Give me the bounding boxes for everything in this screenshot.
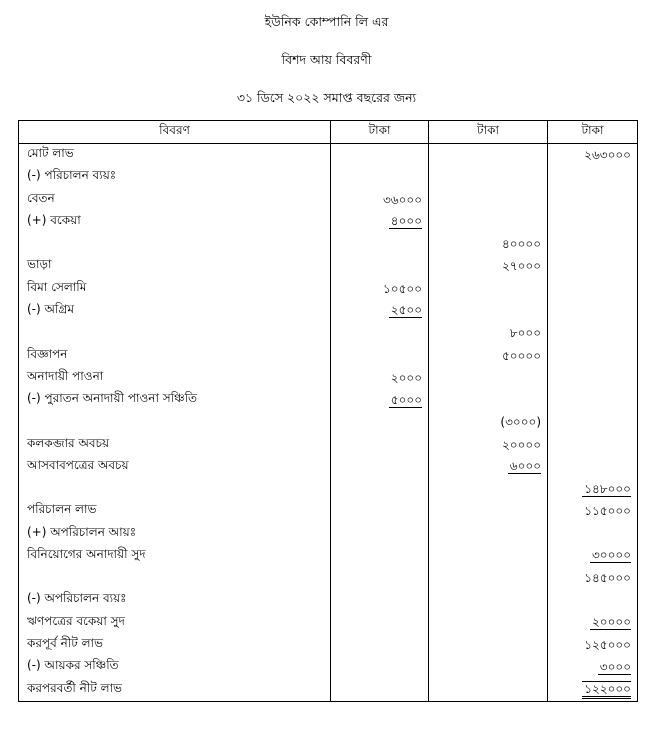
- amount-cell-2: [429, 278, 548, 300]
- amount-cell-1: [331, 166, 429, 188]
- column-header-description: বিবরণ: [19, 121, 331, 144]
- table-row: [19, 189, 638, 211]
- amount-cell-3: [548, 344, 638, 366]
- table-row: [19, 367, 638, 389]
- table-row: [19, 589, 638, 611]
- amount-cell-1: [331, 233, 429, 255]
- amount-cell-1: [331, 278, 429, 300]
- column-header-amount-3: টাকা: [548, 121, 638, 144]
- amount-cell-1: [331, 456, 429, 478]
- amount-cell-2: [429, 322, 548, 344]
- row-label: [19, 233, 331, 255]
- table-row: [19, 144, 638, 167]
- amount-cell-1: [331, 612, 429, 634]
- amount-cell-1: [331, 545, 429, 567]
- amount-cell-3: [548, 456, 638, 478]
- row-label: ভাড়া: [19, 255, 331, 277]
- amount-cell-2: [429, 478, 548, 500]
- table-row: [19, 545, 638, 567]
- amount-cell-3: [548, 166, 638, 188]
- amount-value: ১৪৫০০০: [584, 571, 631, 586]
- amount-cell-1: [331, 344, 429, 366]
- amount-value: ৪০০০: [390, 214, 422, 229]
- amount-cell-3: [548, 589, 638, 611]
- table-row: [19, 612, 638, 634]
- amount-cell-3: [548, 322, 638, 344]
- amount-cell-3: [548, 144, 638, 167]
- amount-cell-2: [429, 255, 548, 277]
- table-row: [19, 389, 638, 411]
- amount-value: ৩৬০০০: [382, 192, 422, 207]
- column-header-amount-2: টাকা: [429, 121, 548, 144]
- row-label: করপরবর্তী নীট লাভ: [19, 678, 331, 701]
- amount-cell-3: [548, 678, 638, 701]
- table-row: [19, 567, 638, 589]
- amount-cell-3: [548, 367, 638, 389]
- row-label: বিনিয়োগের অনাদায়ী সুদ: [19, 545, 331, 567]
- amount-cell-2: [429, 634, 548, 656]
- row-label: (-) আয়কর সঞ্চিতি: [19, 656, 331, 678]
- statement-period: ৩১ ডিসে ২০২২ সমাপ্ত বছরের জন্য: [236, 90, 417, 105]
- amount-cell-2: [429, 144, 548, 167]
- row-label: আসবাবপত্রের অবচয়: [19, 456, 331, 478]
- amount-cell-2: [429, 456, 548, 478]
- row-label: বিজ্ঞাপন: [19, 344, 331, 366]
- amount-cell-1: [331, 589, 429, 611]
- amount-cell-3: [548, 567, 638, 589]
- row-label: বেতন: [19, 189, 331, 211]
- amount-value: ২৬৩০০০: [584, 148, 631, 163]
- amount-cell-1: [331, 656, 429, 678]
- amount-cell-3: [548, 612, 638, 634]
- row-label: মোট লাভ: [19, 144, 331, 167]
- table-row: [19, 656, 638, 678]
- amount-cell-1: [331, 300, 429, 322]
- amount-value: ৩০০০: [599, 659, 631, 674]
- table-header-row: [19, 121, 638, 144]
- table-row: [19, 211, 638, 233]
- amount-value: ২০০০০: [501, 437, 541, 452]
- row-label: (-) পুরাতন অনাদায়ী পাওনা সঞ্চিতি: [19, 389, 331, 411]
- amount-cell-1: [331, 478, 429, 500]
- amount-cell-2: [429, 523, 548, 545]
- row-label: বিমা সেলামি: [19, 278, 331, 300]
- row-label: [19, 411, 331, 433]
- row-label: ঋণপত্রের বকেয়া সুদ: [19, 612, 331, 634]
- amount-cell-3: [548, 523, 638, 545]
- row-label: [19, 322, 331, 344]
- amount-cell-2: [429, 678, 548, 701]
- amount-cell-1: [331, 433, 429, 455]
- row-label: (+) বকেয়া: [19, 211, 331, 233]
- amount-cell-2: [429, 612, 548, 634]
- row-label: পরিচালন লাভ: [19, 500, 331, 522]
- amount-value: (৩০০০): [500, 415, 541, 430]
- amount-cell-3: [548, 233, 638, 255]
- row-label: অনাদায়ী পাওনা: [19, 367, 331, 389]
- amount-cell-3: [548, 389, 638, 411]
- amount-cell-3: [548, 255, 638, 277]
- amount-value: ১০৫০০: [383, 281, 422, 296]
- row-label: করপূর্ব নীট লাভ: [19, 634, 331, 656]
- row-label: (-) পরিচালন ব্যয়ঃ: [19, 166, 331, 188]
- amount-value: ৬০০০: [509, 459, 541, 474]
- table-row: [19, 634, 638, 656]
- amount-cell-3: [548, 634, 638, 656]
- amount-cell-1: [331, 255, 429, 277]
- amount-value: ২৫০০: [390, 303, 422, 318]
- amount-cell-2: [429, 344, 548, 366]
- company-heading: ইউনিক কোম্পানি লি এর: [264, 14, 389, 29]
- income-statement-table: [18, 120, 638, 702]
- amount-cell-3: [548, 478, 638, 500]
- amount-cell-2: [429, 389, 548, 411]
- amount-cell-3: [548, 545, 638, 567]
- amount-value: ২৭০০০: [501, 259, 541, 274]
- amount-cell-3: [548, 656, 638, 678]
- row-label: (+) অপরিচালন আয়ঃ: [19, 523, 331, 545]
- amount-cell-1: [331, 411, 429, 433]
- amount-cell-3: [548, 433, 638, 455]
- amount-cell-1: [331, 523, 429, 545]
- table-row: [19, 678, 638, 701]
- table-body: [19, 144, 638, 702]
- amount-cell-1: [331, 189, 429, 211]
- amount-cell-1: [331, 367, 429, 389]
- amount-cell-1: [331, 500, 429, 522]
- amount-value: ৫০০০: [390, 392, 422, 407]
- amount-cell-1: [331, 678, 429, 701]
- amount-cell-1: [331, 211, 429, 233]
- amount-cell-3: [548, 278, 638, 300]
- amount-cell-2: [429, 545, 548, 567]
- amount-cell-2: [429, 656, 548, 678]
- table-row: [19, 300, 638, 322]
- amount-cell-2: [429, 211, 548, 233]
- amount-cell-2: [429, 500, 548, 522]
- amount-cell-3: [548, 411, 638, 433]
- table-row: [19, 344, 638, 366]
- table-row: [19, 278, 638, 300]
- table-row: [19, 233, 638, 255]
- amount-value: ১২৫০০০: [584, 637, 631, 652]
- amount-value: ২০০০০: [591, 615, 631, 630]
- row-label: কলকব্জার অবচয়: [19, 433, 331, 455]
- table-row: [19, 523, 638, 545]
- amount-cell-2: [429, 166, 548, 188]
- amount-cell-1: [331, 322, 429, 344]
- table-row: [19, 478, 638, 500]
- table-row: [19, 166, 638, 188]
- amount-cell-3: [548, 500, 638, 522]
- amount-cell-2: [429, 567, 548, 589]
- row-label: [19, 567, 331, 589]
- table-row: [19, 255, 638, 277]
- amount-value: ১১৫০০০: [584, 504, 631, 519]
- statement-title: বিশদ আয় বিবরণী: [281, 52, 372, 67]
- amount-cell-3: [548, 300, 638, 322]
- amount-cell-2: [429, 589, 548, 611]
- amount-value: ১২২০০০: [582, 681, 631, 699]
- amount-cell-1: [331, 634, 429, 656]
- amount-cell-3: [548, 189, 638, 211]
- amount-cell-2: [429, 300, 548, 322]
- amount-value: ৫০০০০: [502, 348, 541, 363]
- table-row: [19, 322, 638, 344]
- table-row: [19, 456, 638, 478]
- amount-value: ৪০০০০: [502, 237, 541, 252]
- table-row: [19, 500, 638, 522]
- row-label: (-) অগ্রিম: [19, 300, 331, 322]
- amount-cell-2: [429, 233, 548, 255]
- table-row: [19, 411, 638, 433]
- amount-value: ৩০০০০: [591, 548, 631, 563]
- column-header-amount-1: টাকা: [331, 121, 429, 144]
- row-label: [19, 478, 331, 500]
- amount-cell-2: [429, 189, 548, 211]
- row-label: (-) অপরিচালন ব্যয়ঃ: [19, 589, 331, 611]
- amount-cell-3: [548, 211, 638, 233]
- amount-cell-2: [429, 367, 548, 389]
- amount-cell-1: [331, 144, 429, 167]
- amount-value: ২০০০: [390, 370, 422, 385]
- amount-cell-1: [331, 567, 429, 589]
- table-row: [19, 433, 638, 455]
- amount-value: ৮০০০: [509, 326, 541, 341]
- amount-cell-1: [331, 389, 429, 411]
- amount-cell-2: [429, 433, 548, 455]
- amount-cell-2: [429, 411, 548, 433]
- amount-value: ১৪৮০০০: [584, 481, 631, 496]
